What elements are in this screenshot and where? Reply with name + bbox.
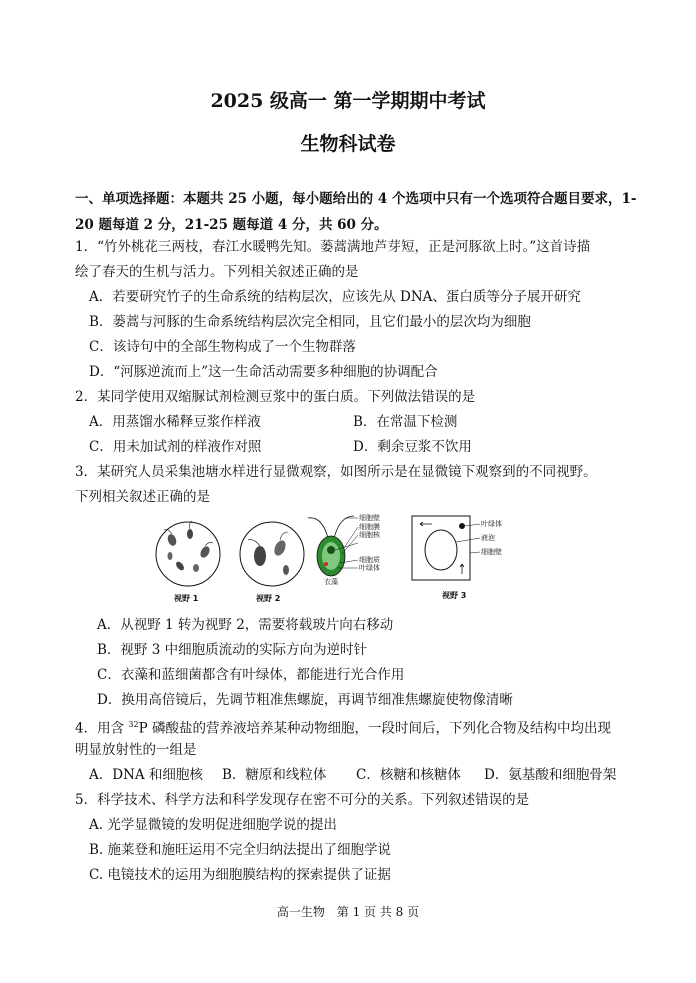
question-5-option-b: B. 施莱登和施旺运用不完全归纳法提出了细胞学说	[89, 842, 392, 858]
question-2-option-d: D．剩余豆浆不饮用	[353, 439, 472, 455]
question-5-option-c: C. 电镜技术的运用为细胞膜结构的探索提供了证据	[89, 867, 391, 883]
exam-subtitle: 生物科试卷	[300, 133, 396, 155]
isotope-superscript: 32	[128, 720, 139, 729]
alga-label-nucleus: 细胞核	[359, 531, 380, 539]
question-1-option-a: A．若要研究竹子的生命系统的结构层次，应该先从 DNA、蛋白质等分子展开研究	[89, 289, 581, 305]
view-3-diagram	[412, 516, 502, 600]
question-1-option-c: C．该诗句中的全部生物构成了一个生物群落	[89, 339, 356, 355]
alga-label-cell-membrane: 细胞膜	[359, 523, 380, 531]
microscope-figure	[150, 508, 550, 608]
question-1-option-b: B．蒌蒿与河豚的生命系统结构层次完全相同，且它们最小的层次均为细胞	[89, 314, 531, 330]
footer-page-info: 第 1 页 共 8 页	[336, 905, 420, 919]
question-4-stem-post: P 磷酸盐的营养液培养某种动物细胞，一段时间后，下列化合物及结构中均出现	[138, 720, 611, 737]
page-footer	[0, 903, 696, 920]
question-2-option-a: A．用蒸馏水稀释豆浆作样液	[89, 414, 261, 430]
question-5-option-a: A. 光学显微镜的发明促进细胞学说的提出	[89, 817, 337, 833]
question-4-option-a: A．DNA 和细胞核	[89, 767, 203, 783]
exam-title: 2025 级高一 第一学期期中考试	[210, 90, 486, 112]
alga-label: 衣藻	[324, 578, 338, 586]
question-4-option-c: C．核糖和核糖体	[356, 767, 461, 783]
view-2-diagram	[240, 522, 304, 603]
question-4-stem-line2: 明显放射性的一组是	[75, 742, 197, 758]
question-3-option-b: B．视野 3 中细胞质流动的实际方向为逆时针	[97, 642, 368, 658]
question-4-option-d: D．氨基酸和细胞骨架	[484, 767, 617, 783]
question-4-stem-line1	[75, 714, 611, 740]
question-1-stem-line2: 绘了春天的生机与活力。下列相关叙述正确的是	[75, 264, 359, 280]
question-4-stem-pre: 4．用含	[75, 720, 129, 737]
alga-label-cytoplasm: 细胞质	[359, 556, 380, 564]
question-4-option-b: B．糖原和线粒体	[222, 767, 327, 783]
view-3-label-cell-wall: 细胞壁	[481, 548, 502, 556]
question-5-stem: 5．科学技术、科学方法和科学发现存在密不可分的关系。下列叙述错误的是	[75, 792, 530, 808]
section-instructions: 一、单项选择题：本题共 25 小题，每小题给出的 4 个选项中只有一个选项符合题目要求，1-20 题每道 2 分，21-25 题每道 4 分，共 60 分。	[75, 191, 637, 233]
question-2-stem: 2．某同学使用双缩脲试剂检测豆浆中的蛋白质。下列做法错误的是	[75, 389, 476, 405]
question-3-option-c: C．衣藻和蓝细菌都含有叶绿体，都能进行光合作用	[97, 667, 405, 683]
alga-diagram	[308, 513, 381, 586]
question-1-stem-line1: 1．“竹外桃花三两枝，春江水暖鸭先知。蒌蒿满地芦芽短，正是河豚欲上时。”这首诗描	[75, 239, 591, 255]
question-3-stem-line1: 3．某研究人员采集池塘水样进行显微观察，如图所示是在显微镜下观察到的不同视野。	[75, 464, 597, 480]
view-3-label-vacuole: 液泡	[481, 534, 495, 542]
question-3-option-d: D．换用高倍镜后，先调节粗准焦螺旋，再调节细准焦螺旋使物像清晰	[97, 692, 513, 708]
question-3-stem-line2: 下列相关叙述正确的是	[75, 489, 210, 505]
question-2-option-b: B．在常温下检测	[353, 414, 458, 430]
question-3-option-a: A．从视野 1 转为视野 2，需要将载玻片向右移动	[97, 617, 394, 633]
question-1-option-d: D．“河豚逆流而上”这一生命活动需要多种细胞的协调配合	[89, 364, 438, 380]
view-3-caption: 视野 3	[442, 591, 467, 600]
question-2-option-c: C．用未加试剂的样液作对照	[89, 439, 262, 455]
alga-label-chloroplast: 叶绿体	[359, 564, 380, 572]
footer-subject: 高一生物	[276, 905, 325, 919]
view-1-diagram	[156, 521, 220, 603]
alga-label-cell-wall: 细胞壁	[359, 514, 380, 522]
view-2-caption: 视野 2	[256, 594, 281, 603]
view-3-label-chloroplast: 叶绿体	[481, 520, 502, 528]
view-1-caption: 视野 1	[174, 594, 199, 603]
